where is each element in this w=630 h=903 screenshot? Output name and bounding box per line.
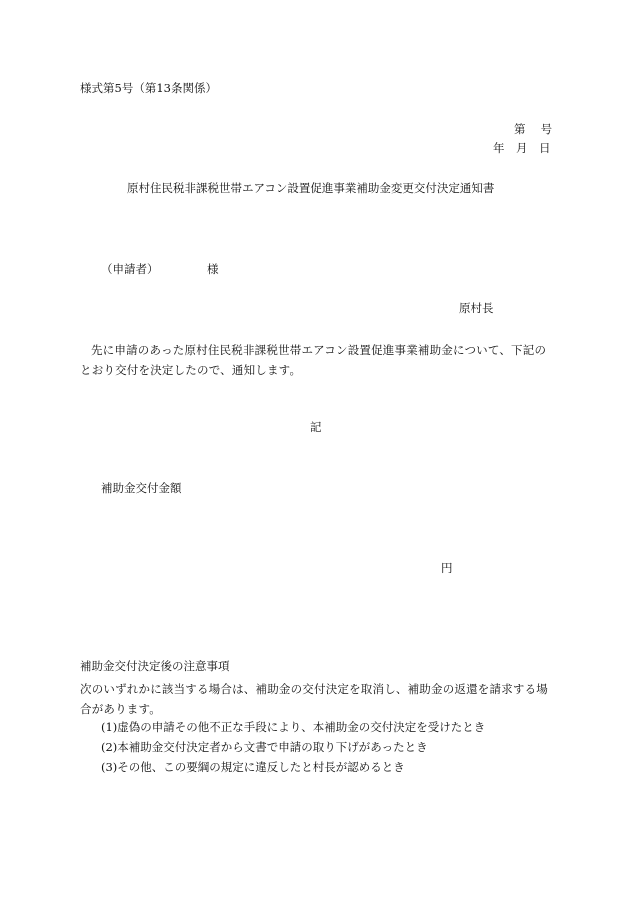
ki-marker: 記 (310, 420, 322, 434)
note-item: (3)その他、この要綱の規定に違反したと村長が認めるとき (101, 760, 405, 774)
document-number: 第 号 (514, 122, 553, 136)
note-item: (2)本補助金交付決定者から文書で申請の取り下げがあったとき (101, 740, 428, 754)
notes-intro: 次のいずれかに該当する場合は、補助金の交付決定を取消し、補助金の返還を請求する場合があります。 (80, 682, 548, 716)
issuer-name: 原村長 (459, 301, 494, 315)
form-number-header: 様式第5号（第13条関係） (80, 81, 217, 95)
notification-body: 先に申請のあった原村住民税非課税世帯エアコン設置促進事業補助金について、下記のとおり交付を決定したので、通知します。 (80, 343, 547, 377)
amount-unit: 円 (441, 561, 453, 575)
document-title: 原村住民税非課税世帯エアコン設置促進事業補助金変更交付決定通知書 (127, 181, 495, 195)
document-date: 年 月 日 (493, 141, 551, 155)
applicant-label: （申請者） (101, 262, 159, 276)
applicant-honorific: 様 (207, 262, 219, 276)
notes-heading: 補助金交付決定後の注意事項 (80, 659, 230, 673)
note-item: (1)虚偽の申請その他不正な手段により、本補助金の交付決定を受けたとき (101, 720, 486, 734)
amount-label: 補助金交付金額 (101, 481, 182, 495)
